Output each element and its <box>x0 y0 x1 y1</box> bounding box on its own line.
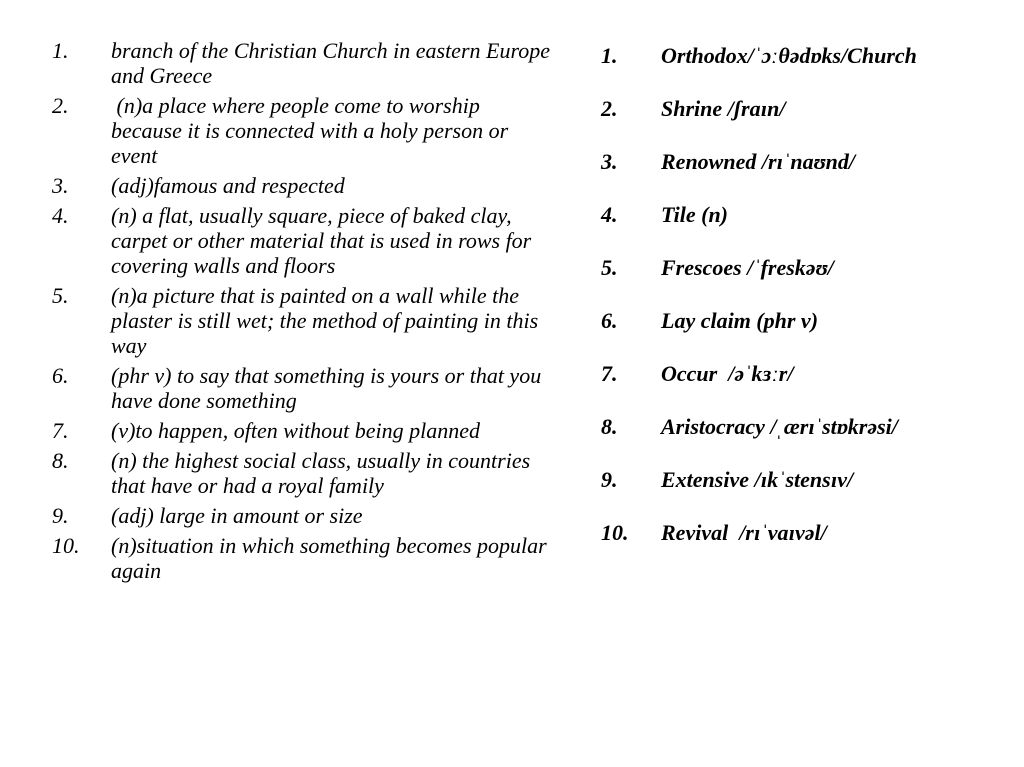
definition-number: 3. <box>52 173 69 198</box>
term-number: 1. <box>601 43 618 68</box>
definition-text: (adj)famous and respected <box>111 173 345 198</box>
term-item <box>601 42 1001 95</box>
definition-item <box>52 533 552 583</box>
term-item <box>601 307 1001 360</box>
definition-text: (n) the highest social class, usually in countries that have or had a royal family <box>111 448 531 498</box>
vocabulary-terms-list <box>601 42 1001 572</box>
term-text: Shrine /ʃraɪn/ <box>661 96 786 121</box>
term-number: 3. <box>601 149 618 174</box>
term-item <box>601 519 1001 572</box>
term-item <box>601 360 1001 413</box>
term-text: Revival /rɪˈvaɪvəl/ <box>661 520 827 545</box>
term-item <box>601 254 1001 307</box>
term-text: Lay claim (phr v) <box>661 308 819 333</box>
term-item <box>601 466 1001 519</box>
definition-number: 1. <box>52 38 69 63</box>
term-text: Aristocracy /ˌærɪˈstɒkrəsi/ <box>661 414 898 439</box>
definition-item <box>52 363 552 413</box>
term-number: 5. <box>601 255 618 280</box>
term-number: 8. <box>601 414 618 439</box>
definition-number: 2. <box>52 93 69 118</box>
definition-number: 5. <box>52 283 69 308</box>
definition-item <box>52 173 552 198</box>
definition-item <box>52 503 552 528</box>
definition-text: (adj) large in amount or size <box>111 503 363 528</box>
term-item <box>601 95 1001 148</box>
term-item <box>601 201 1001 254</box>
term-number: 4. <box>601 202 618 227</box>
term-text: Occur /əˈkɜːr/ <box>661 361 794 386</box>
definition-text: (phr v) to say that something is yours or that you have done something <box>111 363 542 413</box>
term-number: 9. <box>601 467 618 492</box>
definition-item <box>52 418 552 443</box>
definition-item <box>52 38 552 88</box>
term-number: 2. <box>601 96 618 121</box>
definition-text: branch of the Christian Church in eastern Europe and Greece <box>111 38 550 88</box>
definition-number: 9. <box>52 503 69 528</box>
term-text: Extensive /ɪkˈstensɪv/ <box>661 467 854 492</box>
definition-item <box>52 448 552 498</box>
definition-text: (n) a flat, usually square, piece of baked clay, carpet or other material that is used in rows for covering walls and floors <box>111 203 532 278</box>
definition-number: 8. <box>52 448 69 473</box>
term-text: Frescoes /ˈfreskəʊ/ <box>661 255 834 280</box>
definitions-list <box>52 38 552 588</box>
term-number: 7. <box>601 361 618 386</box>
definition-text: (n)a picture that is painted on a wall while the plaster is still wet; the method of painting in this way <box>111 283 539 358</box>
term-text: Tile (n) <box>661 202 728 227</box>
term-item <box>601 148 1001 201</box>
definition-text: (v)to happen, often without being planned <box>111 418 481 443</box>
definition-number: 7. <box>52 418 69 443</box>
definition-number: 4. <box>52 203 69 228</box>
definition-number: 6. <box>52 363 69 388</box>
term-text: Renowned /rɪˈnaʊnd/ <box>661 149 856 174</box>
definition-item <box>52 203 552 278</box>
definition-text: (n)situation in which something becomes popular again <box>111 533 547 583</box>
term-number: 10. <box>601 520 629 545</box>
term-number: 6. <box>601 308 618 333</box>
term-text: Orthodox/ˈɔːθədɒks/Church <box>661 43 917 68</box>
definition-item <box>52 283 552 358</box>
definition-item <box>52 93 552 168</box>
definition-number: 10. <box>52 533 80 558</box>
term-item <box>601 413 1001 466</box>
definition-text: (n)a place where people come to worship because it is connected with a holy person or event <box>111 93 514 168</box>
